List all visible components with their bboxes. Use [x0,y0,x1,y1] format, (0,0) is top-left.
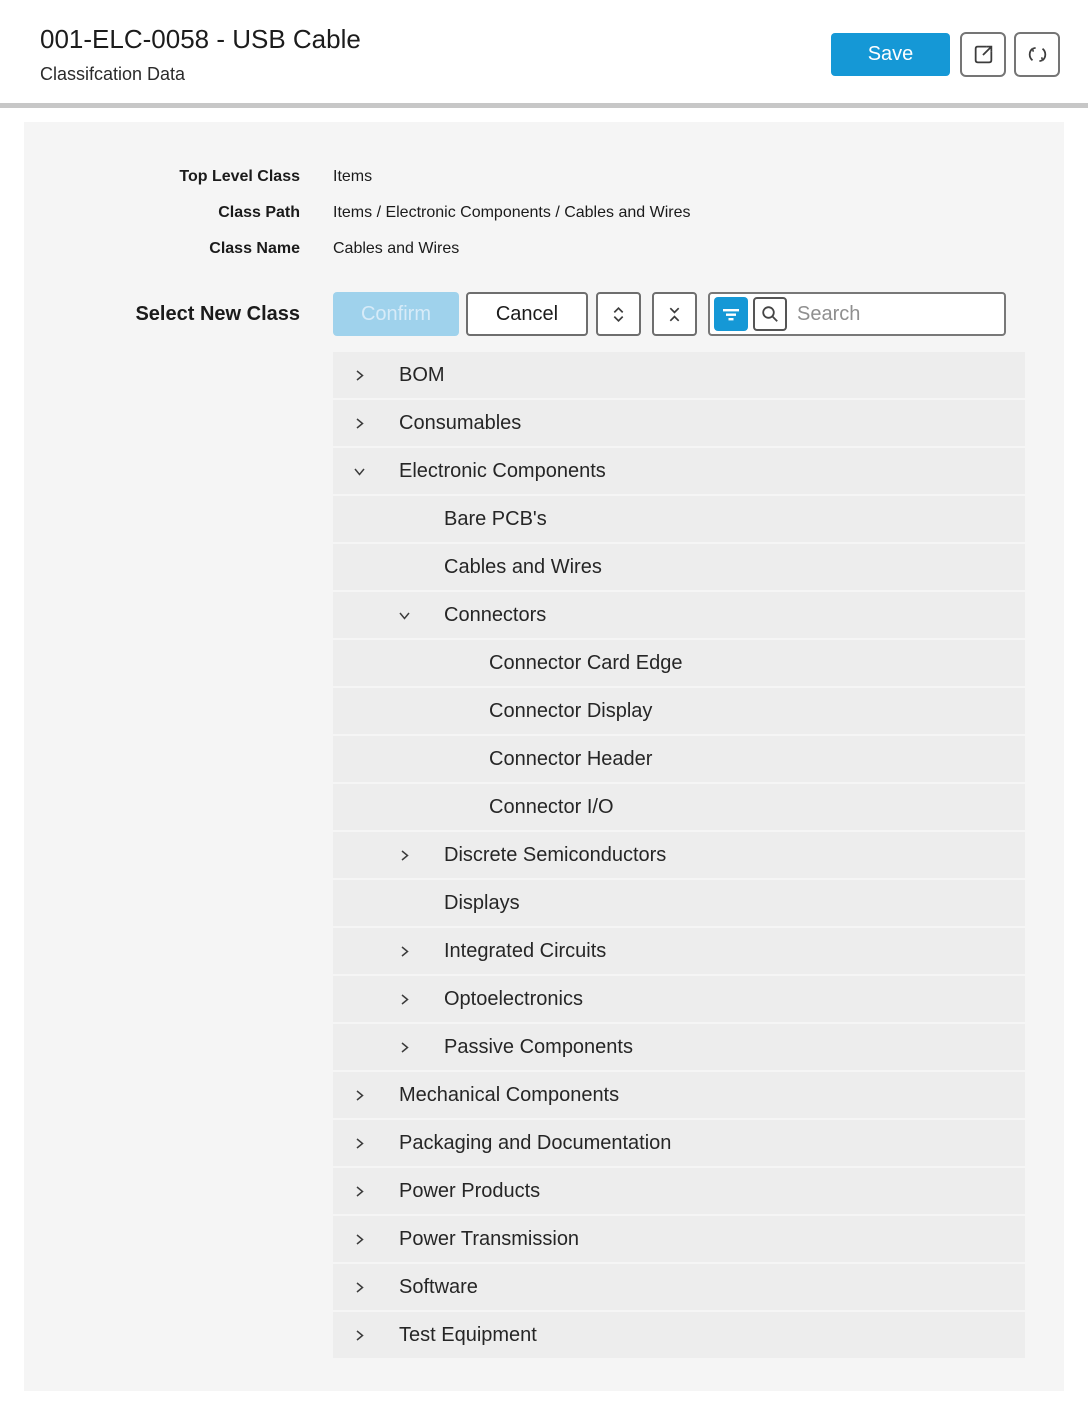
tree-row[interactable] [333,736,1025,782]
tree-row[interactable] [333,1120,1025,1166]
tree-row[interactable] [333,1168,1025,1214]
tree-item-label: BOM [399,363,445,386]
chevron-right-icon[interactable] [352,1136,367,1151]
refresh-icon [1026,43,1049,66]
tree-row[interactable] [333,880,1025,926]
tree-row[interactable] [333,928,1025,974]
search-field[interactable] [708,292,1006,336]
chevron-right-icon[interactable] [352,1280,367,1295]
classification-panel [24,122,1064,1391]
tree-item-label: Connector Display [489,699,653,722]
header [0,0,1088,103]
filter-toggle-button[interactable] [714,297,748,331]
class-name-label: Class Name [209,240,300,257]
class-tree [333,352,1060,1360]
refresh-button[interactable] [1014,32,1060,77]
tree-twisty[interactable] [352,1280,399,1295]
tree-row[interactable] [333,448,1025,494]
tree-twisty[interactable] [397,992,444,1007]
tree-row[interactable] [333,688,1025,734]
chevron-right-icon[interactable] [397,944,412,959]
tree-twisty[interactable] [397,944,444,959]
tree-twisty[interactable] [352,1184,399,1199]
tree-twisty[interactable] [352,1136,399,1151]
tree-row[interactable] [333,400,1025,446]
expand-all-icon [609,304,628,325]
tree-row[interactable] [333,352,1025,398]
chevron-right-icon[interactable] [352,1088,367,1103]
tree-item-label: Optoelectronics [444,987,583,1010]
search-icon [760,304,780,324]
class-path-value: Items / Electronic Components / Cables and Wires [333,204,691,221]
tree-item-label: Discrete Semiconductors [444,843,667,866]
open-in-new-icon [972,43,995,66]
chevron-right-icon[interactable] [352,416,367,431]
class-path-label: Class Path [218,204,300,221]
tree-item-label: Power Products [399,1179,541,1202]
tree-item-label: Software [399,1275,478,1298]
tree-row[interactable] [333,1072,1025,1118]
top-level-class-value: Items [333,168,373,185]
tree-item-label: Bare PCB's [444,507,547,530]
tree-row[interactable] [333,1216,1025,1262]
open-in-new-window-button[interactable] [960,32,1006,77]
tree-twisty[interactable] [352,416,399,431]
header-divider [0,103,1088,108]
tree-item-label: Test Equipment [399,1323,537,1346]
tree-item-label: Displays [444,891,520,914]
tree-twisty[interactable] [397,1040,444,1055]
search-button[interactable] [753,297,787,331]
filter-icon [721,304,741,324]
tree-item-label: Power Transmission [399,1227,580,1250]
select-new-class-label: Select New Class [135,302,300,325]
top-level-class-label: Top Level Class [179,168,300,185]
tree-row[interactable] [333,496,1025,542]
tree-twisty[interactable] [352,1088,399,1103]
chevron-down-icon[interactable] [397,608,412,623]
page-title: 001-ELC-0058 - USB Cable [40,24,361,54]
tree-row[interactable] [333,544,1025,590]
tree-row[interactable] [333,640,1025,686]
cancel-button[interactable]: Cancel [466,292,588,336]
chevron-right-icon[interactable] [352,1328,367,1343]
tree-item-label: Connector Header [489,747,653,770]
chevron-right-icon[interactable] [352,368,367,383]
tree-row[interactable] [333,832,1025,878]
search-input[interactable] [787,303,1000,326]
tree-twisty[interactable] [352,1328,399,1343]
tree-twisty[interactable] [397,608,444,623]
tree-row[interactable] [333,976,1025,1022]
tree-item-label: Passive Components [444,1035,633,1058]
confirm-button[interactable]: Confirm [333,292,459,336]
tree-item-label: Mechanical Components [399,1083,620,1106]
chevron-right-icon[interactable] [397,992,412,1007]
tree-twisty[interactable] [352,1232,399,1247]
tree-row[interactable] [333,1024,1025,1070]
chevron-right-icon[interactable] [397,848,412,863]
page-subtitle: Classifcation Data [40,64,186,84]
tree-item-label: Connector I/O [489,795,614,818]
tree-item-label: Integrated Circuits [444,939,607,962]
collapse-all-button[interactable] [652,292,697,336]
tree-row[interactable] [333,784,1025,830]
collapse-all-icon [665,304,684,325]
tree-twisty[interactable] [352,464,399,479]
tree-item-label: Connector Card Edge [489,651,683,674]
tree-item-label: Connectors [444,603,547,626]
tree-item-label: Electronic Components [399,459,606,482]
chevron-right-icon[interactable] [397,1040,412,1055]
class-name-value: Cables and Wires [333,240,460,257]
chevron-right-icon[interactable] [352,1184,367,1199]
tree-item-label: Cables and Wires [444,555,602,578]
tree-twisty[interactable] [352,368,399,383]
expand-all-button[interactable] [596,292,641,336]
tree-row[interactable] [333,1312,1025,1358]
tree-row[interactable] [333,1264,1025,1310]
tree-item-label: Packaging and Documentation [399,1131,672,1154]
tree-row[interactable] [333,592,1025,638]
chevron-right-icon[interactable] [352,1232,367,1247]
tree-item-label: Consumables [399,411,522,434]
chevron-down-icon[interactable] [352,464,367,479]
save-button[interactable]: Save [831,33,950,76]
tree-twisty[interactable] [397,848,444,863]
